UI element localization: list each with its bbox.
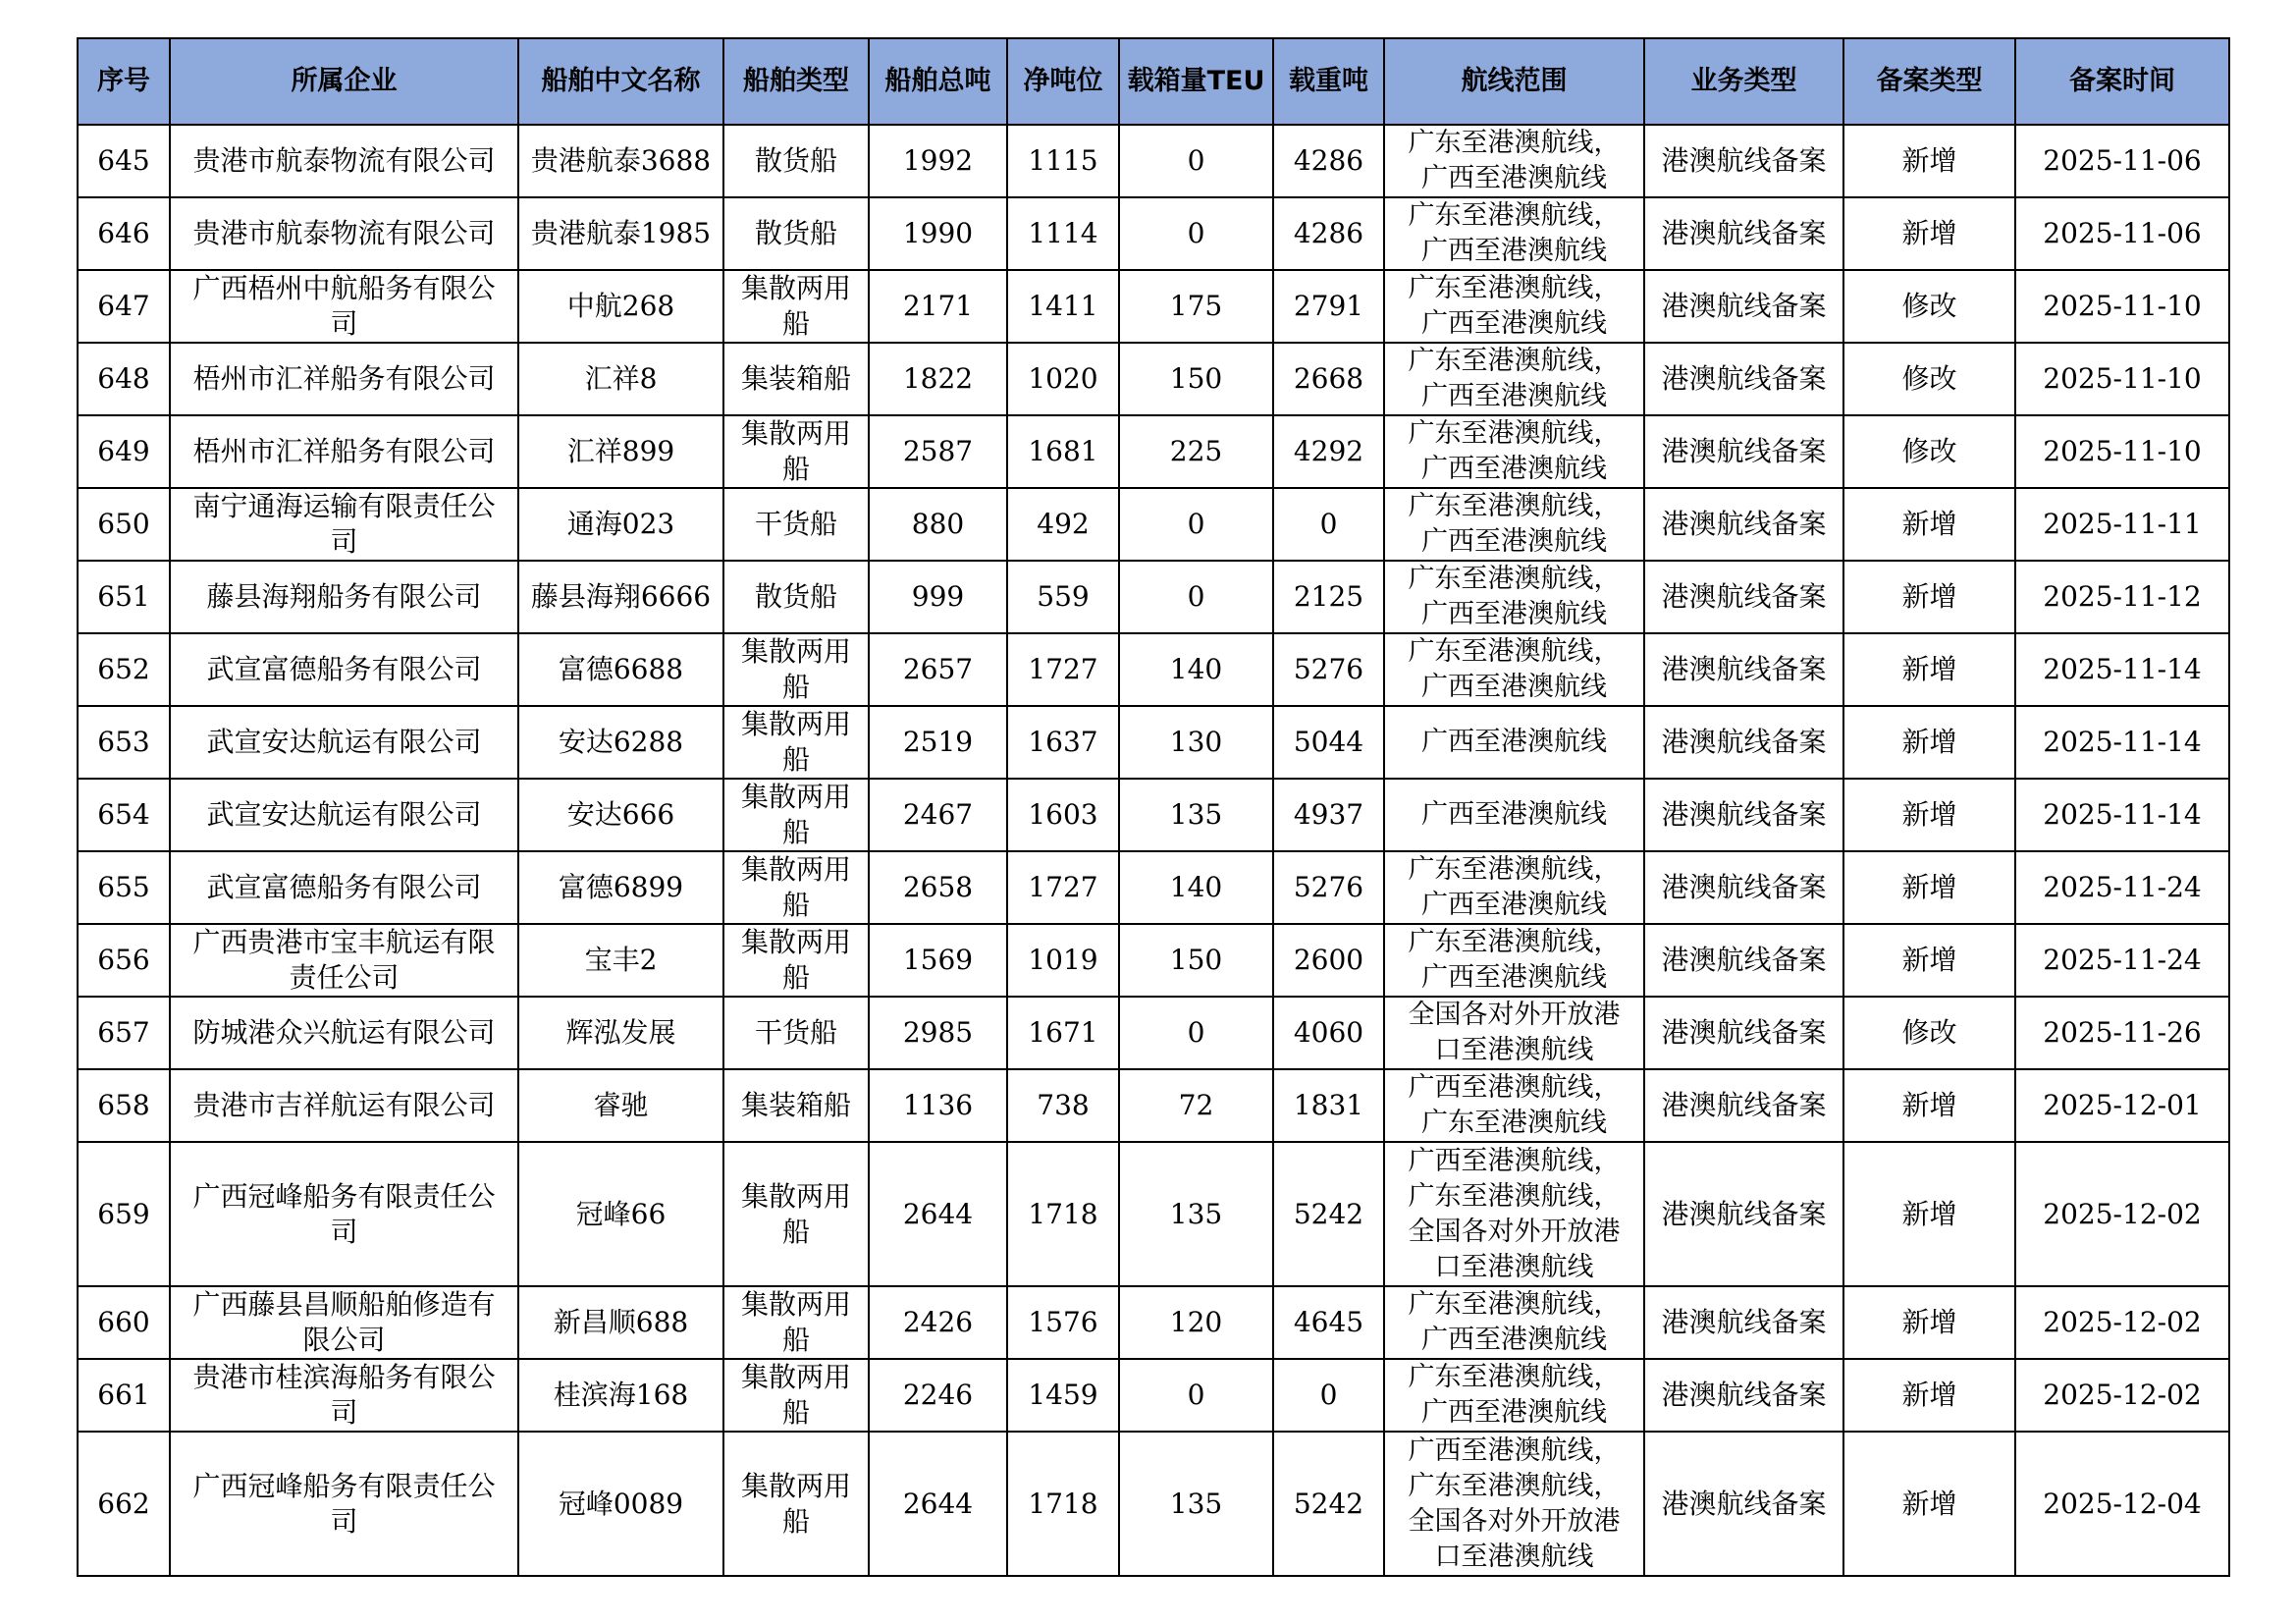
cell-company: 广西冠峰船务有限责任公 司 <box>170 1432 518 1576</box>
cell-dwt: 5276 <box>1273 851 1384 924</box>
cell-filing-date: 2025-11-10 <box>2015 343 2229 415</box>
cell-company: 藤县海翔船务有限公司 <box>170 561 518 633</box>
cell-filing-date: 2025-12-02 <box>2015 1142 2229 1286</box>
cell-business-type: 港澳航线备案 <box>1644 488 1843 561</box>
header-route: 航线范围 <box>1384 38 1644 125</box>
cell-net-tonnage: 1727 <box>1007 633 1119 706</box>
cell-route: 广西至港澳航线， 广东至港澳航线， 全国各对外开放港 口至港澳航线 <box>1384 1432 1644 1576</box>
cell-gross-tonnage: 2657 <box>869 633 1007 706</box>
cell-net-tonnage: 1115 <box>1007 125 1119 197</box>
cell-gross-tonnage: 2246 <box>869 1359 1007 1432</box>
cell-company: 武宣安达航运有限公司 <box>170 779 518 851</box>
cell-company: 广西藤县昌顺船舶修造有 限公司 <box>170 1286 518 1359</box>
cell-route: 广东至港澳航线， 广西至港澳航线 <box>1384 343 1644 415</box>
cell-filing-type: 新增 <box>1843 197 2015 270</box>
cell-route: 广东至港澳航线， 广西至港澳航线 <box>1384 851 1644 924</box>
cell-ship-type: 散货船 <box>723 561 869 633</box>
cell-teu: 0 <box>1119 997 1273 1069</box>
table-row <box>78 125 2229 197</box>
cell-filing-date: 2025-11-24 <box>2015 924 2229 997</box>
table-row <box>78 1142 2229 1286</box>
cell-gross-tonnage: 2985 <box>869 997 1007 1069</box>
cell-no: 661 <box>78 1359 170 1432</box>
cell-business-type: 港澳航线备案 <box>1644 270 1843 343</box>
cell-company: 梧州市汇祥船务有限公司 <box>170 343 518 415</box>
cell-net-tonnage: 1671 <box>1007 997 1119 1069</box>
cell-ship-type: 干货船 <box>723 488 869 561</box>
cell-route: 广西至港澳航线 <box>1384 706 1644 779</box>
cell-business-type: 港澳航线备案 <box>1644 1142 1843 1286</box>
cell-no: 653 <box>78 706 170 779</box>
cell-filing-type: 修改 <box>1843 997 2015 1069</box>
cell-teu: 150 <box>1119 343 1273 415</box>
cell-net-tonnage: 1114 <box>1007 197 1119 270</box>
cell-ship-name: 冠峰0089 <box>518 1432 723 1576</box>
cell-dwt: 4060 <box>1273 997 1384 1069</box>
cell-company: 南宁通海运输有限责任公 司 <box>170 488 518 561</box>
cell-filing-type: 新增 <box>1843 1286 2015 1359</box>
table-row <box>78 997 2229 1069</box>
ship-filing-table <box>77 37 2230 1577</box>
table-row <box>78 633 2229 706</box>
cell-route: 广东至港澳航线， 广西至港澳航线 <box>1384 633 1644 706</box>
cell-net-tonnage: 1718 <box>1007 1432 1119 1576</box>
cell-ship-type: 集散两用 船 <box>723 1432 869 1576</box>
cell-company: 贵港市航泰物流有限公司 <box>170 197 518 270</box>
cell-business-type: 港澳航线备案 <box>1644 343 1843 415</box>
cell-net-tonnage: 492 <box>1007 488 1119 561</box>
cell-business-type: 港澳航线备案 <box>1644 851 1843 924</box>
cell-filing-date: 2025-11-24 <box>2015 851 2229 924</box>
cell-net-tonnage: 1637 <box>1007 706 1119 779</box>
cell-ship-name: 桂滨海168 <box>518 1359 723 1432</box>
cell-business-type: 港澳航线备案 <box>1644 1432 1843 1576</box>
cell-gross-tonnage: 2426 <box>869 1286 1007 1359</box>
cell-company: 广西梧州中航船务有限公 司 <box>170 270 518 343</box>
cell-net-tonnage: 1603 <box>1007 779 1119 851</box>
cell-ship-name: 富德6688 <box>518 633 723 706</box>
cell-ship-type: 集散两用 船 <box>723 924 869 997</box>
cell-net-tonnage: 1020 <box>1007 343 1119 415</box>
cell-filing-type: 新增 <box>1843 851 2015 924</box>
cell-ship-type: 集散两用 船 <box>723 1359 869 1432</box>
table-row <box>78 1359 2229 1432</box>
cell-ship-name: 安达6288 <box>518 706 723 779</box>
cell-gross-tonnage: 2171 <box>869 270 1007 343</box>
cell-route: 广东至港澳航线， 广西至港澳航线 <box>1384 125 1644 197</box>
cell-company: 武宣安达航运有限公司 <box>170 706 518 779</box>
cell-company: 广西冠峰船务有限责任公 司 <box>170 1142 518 1286</box>
cell-ship-name: 贵港航泰1985 <box>518 197 723 270</box>
cell-route: 广东至港澳航线， 广西至港澳航线 <box>1384 561 1644 633</box>
cell-filing-date: 2025-11-10 <box>2015 270 2229 343</box>
cell-filing-type: 新增 <box>1843 1069 2015 1142</box>
cell-ship-name: 通海023 <box>518 488 723 561</box>
cell-no: 651 <box>78 561 170 633</box>
cell-dwt: 5044 <box>1273 706 1384 779</box>
cell-route: 全国各对外开放港 口至港澳航线 <box>1384 997 1644 1069</box>
table-row <box>78 270 2229 343</box>
header-ship-name: 船舶中文名称 <box>518 38 723 125</box>
cell-business-type: 港澳航线备案 <box>1644 1286 1843 1359</box>
cell-ship-name: 新昌顺688 <box>518 1286 723 1359</box>
cell-teu: 72 <box>1119 1069 1273 1142</box>
cell-business-type: 港澳航线备案 <box>1644 633 1843 706</box>
cell-teu: 140 <box>1119 633 1273 706</box>
cell-route: 广西至港澳航线， 广东至港澳航线， 全国各对外开放港 口至港澳航线 <box>1384 1142 1644 1286</box>
cell-company: 贵港市吉祥航运有限公司 <box>170 1069 518 1142</box>
header-gross-tonnage: 船舶总吨 <box>869 38 1007 125</box>
table-row <box>78 415 2229 488</box>
cell-gross-tonnage: 1822 <box>869 343 1007 415</box>
cell-filing-type: 新增 <box>1843 1432 2015 1576</box>
cell-ship-type: 集散两用 船 <box>723 706 869 779</box>
cell-business-type: 港澳航线备案 <box>1644 924 1843 997</box>
cell-teu: 0 <box>1119 125 1273 197</box>
cell-filing-type: 新增 <box>1843 779 2015 851</box>
cell-net-tonnage: 1019 <box>1007 924 1119 997</box>
cell-dwt: 0 <box>1273 488 1384 561</box>
cell-gross-tonnage: 1136 <box>869 1069 1007 1142</box>
table-row <box>78 779 2229 851</box>
cell-ship-name: 贵港航泰3688 <box>518 125 723 197</box>
cell-no: 654 <box>78 779 170 851</box>
cell-dwt: 5276 <box>1273 633 1384 706</box>
cell-net-tonnage: 559 <box>1007 561 1119 633</box>
cell-no: 650 <box>78 488 170 561</box>
cell-ship-type: 散货船 <box>723 197 869 270</box>
cell-business-type: 港澳航线备案 <box>1644 1359 1843 1432</box>
cell-route: 广西至港澳航线， 广东至港澳航线 <box>1384 1069 1644 1142</box>
cell-teu: 135 <box>1119 1432 1273 1576</box>
cell-no: 657 <box>78 997 170 1069</box>
cell-dwt: 1831 <box>1273 1069 1384 1142</box>
cell-company: 贵港市航泰物流有限公司 <box>170 125 518 197</box>
cell-ship-type: 集散两用 船 <box>723 1286 869 1359</box>
cell-ship-type: 集散两用 船 <box>723 633 869 706</box>
cell-filing-date: 2025-12-01 <box>2015 1069 2229 1142</box>
cell-filing-date: 2025-11-06 <box>2015 125 2229 197</box>
cell-route: 广东至港澳航线， 广西至港澳航线 <box>1384 270 1644 343</box>
cell-route: 广东至港澳航线， 广西至港澳航线 <box>1384 1359 1644 1432</box>
cell-route: 广西至港澳航线 <box>1384 779 1644 851</box>
header-no: 序号 <box>78 38 170 125</box>
cell-filing-date: 2025-11-14 <box>2015 706 2229 779</box>
cell-filing-type: 新增 <box>1843 561 2015 633</box>
cell-dwt: 2600 <box>1273 924 1384 997</box>
cell-dwt: 0 <box>1273 1359 1384 1432</box>
cell-ship-type: 集装箱船 <box>723 343 869 415</box>
cell-filing-date: 2025-11-14 <box>2015 779 2229 851</box>
cell-filing-date: 2025-11-14 <box>2015 633 2229 706</box>
cell-filing-date: 2025-11-11 <box>2015 488 2229 561</box>
cell-filing-type: 修改 <box>1843 415 2015 488</box>
cell-business-type: 港澳航线备案 <box>1644 415 1843 488</box>
cell-teu: 0 <box>1119 561 1273 633</box>
cell-gross-tonnage: 1569 <box>869 924 1007 997</box>
cell-teu: 135 <box>1119 1142 1273 1286</box>
cell-business-type: 港澳航线备案 <box>1644 125 1843 197</box>
cell-business-type: 港澳航线备案 <box>1644 561 1843 633</box>
cell-teu: 120 <box>1119 1286 1273 1359</box>
cell-business-type: 港澳航线备案 <box>1644 1069 1843 1142</box>
cell-dwt: 2668 <box>1273 343 1384 415</box>
cell-company: 贵港市桂滨海船务有限公 司 <box>170 1359 518 1432</box>
cell-teu: 0 <box>1119 197 1273 270</box>
header-company: 所属企业 <box>170 38 518 125</box>
cell-ship-type: 集散两用 船 <box>723 851 869 924</box>
cell-no: 652 <box>78 633 170 706</box>
cell-teu: 0 <box>1119 1359 1273 1432</box>
cell-ship-type: 集散两用 船 <box>723 270 869 343</box>
cell-filing-type: 新增 <box>1843 1142 2015 1286</box>
cell-filing-date: 2025-11-10 <box>2015 415 2229 488</box>
cell-no: 645 <box>78 125 170 197</box>
cell-gross-tonnage: 880 <box>869 488 1007 561</box>
cell-filing-date: 2025-11-06 <box>2015 197 2229 270</box>
table-row <box>78 488 2229 561</box>
cell-ship-name: 睿驰 <box>518 1069 723 1142</box>
cell-company: 武宣富德船务有限公司 <box>170 633 518 706</box>
cell-dwt: 4286 <box>1273 197 1384 270</box>
cell-dwt: 4937 <box>1273 779 1384 851</box>
cell-dwt: 2791 <box>1273 270 1384 343</box>
cell-business-type: 港澳航线备案 <box>1644 706 1843 779</box>
cell-gross-tonnage: 1990 <box>869 197 1007 270</box>
header-dwt: 载重吨 <box>1273 38 1384 125</box>
cell-ship-name: 宝丰2 <box>518 924 723 997</box>
cell-teu: 225 <box>1119 415 1273 488</box>
cell-net-tonnage: 1411 <box>1007 270 1119 343</box>
cell-filing-type: 新增 <box>1843 125 2015 197</box>
cell-teu: 140 <box>1119 851 1273 924</box>
table-row <box>78 343 2229 415</box>
cell-no: 655 <box>78 851 170 924</box>
cell-gross-tonnage: 2467 <box>869 779 1007 851</box>
cell-business-type: 港澳航线备案 <box>1644 997 1843 1069</box>
cell-gross-tonnage: 2519 <box>869 706 1007 779</box>
table-row <box>78 924 2229 997</box>
cell-dwt: 5242 <box>1273 1142 1384 1286</box>
cell-ship-type: 集装箱船 <box>723 1069 869 1142</box>
table-row <box>78 851 2229 924</box>
cell-ship-name: 安达666 <box>518 779 723 851</box>
cell-business-type: 港澳航线备案 <box>1644 779 1843 851</box>
cell-net-tonnage: 1681 <box>1007 415 1119 488</box>
table-row <box>78 1286 2229 1359</box>
cell-ship-name: 汇祥899 <box>518 415 723 488</box>
cell-ship-type: 集散两用 船 <box>723 415 869 488</box>
cell-gross-tonnage: 2644 <box>869 1142 1007 1286</box>
cell-gross-tonnage: 2658 <box>869 851 1007 924</box>
cell-no: 662 <box>78 1432 170 1576</box>
table-row <box>78 197 2229 270</box>
table-row <box>78 1432 2229 1576</box>
cell-ship-name: 藤县海翔6666 <box>518 561 723 633</box>
cell-net-tonnage: 1727 <box>1007 851 1119 924</box>
cell-net-tonnage: 738 <box>1007 1069 1119 1142</box>
cell-filing-type: 修改 <box>1843 343 2015 415</box>
header-filing-date: 备案时间 <box>2015 38 2229 125</box>
table-row <box>78 1069 2229 1142</box>
cell-teu: 135 <box>1119 779 1273 851</box>
cell-teu: 0 <box>1119 488 1273 561</box>
cell-route: 广东至港澳航线， 广西至港澳航线 <box>1384 1286 1644 1359</box>
cell-filing-type: 新增 <box>1843 633 2015 706</box>
cell-teu: 175 <box>1119 270 1273 343</box>
cell-no: 656 <box>78 924 170 997</box>
cell-gross-tonnage: 999 <box>869 561 1007 633</box>
cell-no: 646 <box>78 197 170 270</box>
cell-no: 660 <box>78 1286 170 1359</box>
cell-filing-type: 修改 <box>1843 270 2015 343</box>
header-ship-type: 船舶类型 <box>723 38 869 125</box>
cell-no: 659 <box>78 1142 170 1286</box>
cell-gross-tonnage: 2587 <box>869 415 1007 488</box>
cell-no: 658 <box>78 1069 170 1142</box>
cell-company: 广西贵港市宝丰航运有限 责任公司 <box>170 924 518 997</box>
cell-filing-date: 2025-11-12 <box>2015 561 2229 633</box>
cell-filing-date: 2025-12-04 <box>2015 1432 2229 1576</box>
cell-ship-type: 集散两用 船 <box>723 779 869 851</box>
header-row <box>78 38 2229 125</box>
cell-ship-type: 集散两用 船 <box>723 1142 869 1286</box>
cell-filing-date: 2025-12-02 <box>2015 1286 2229 1359</box>
cell-ship-name: 辉泓发展 <box>518 997 723 1069</box>
header-business-type: 业务类型 <box>1644 38 1843 125</box>
cell-teu: 130 <box>1119 706 1273 779</box>
cell-gross-tonnage: 2644 <box>869 1432 1007 1576</box>
cell-filing-type: 新增 <box>1843 924 2015 997</box>
cell-company: 防城港众兴航运有限公司 <box>170 997 518 1069</box>
cell-dwt: 5242 <box>1273 1432 1384 1576</box>
cell-dwt: 4645 <box>1273 1286 1384 1359</box>
cell-filing-date: 2025-12-02 <box>2015 1359 2229 1432</box>
cell-filing-date: 2025-11-26 <box>2015 997 2229 1069</box>
cell-filing-type: 新增 <box>1843 488 2015 561</box>
cell-ship-name: 冠峰66 <box>518 1142 723 1286</box>
cell-ship-type: 散货船 <box>723 125 869 197</box>
cell-no: 647 <box>78 270 170 343</box>
cell-filing-type: 新增 <box>1843 1359 2015 1432</box>
cell-ship-name: 中航268 <box>518 270 723 343</box>
cell-no: 649 <box>78 415 170 488</box>
cell-route: 广东至港澳航线， 广西至港澳航线 <box>1384 197 1644 270</box>
cell-dwt: 4286 <box>1273 125 1384 197</box>
cell-filing-type: 新增 <box>1843 706 2015 779</box>
cell-net-tonnage: 1459 <box>1007 1359 1119 1432</box>
cell-gross-tonnage: 1992 <box>869 125 1007 197</box>
table-row <box>78 706 2229 779</box>
cell-ship-type: 干货船 <box>723 997 869 1069</box>
header-teu: 载箱量TEU <box>1119 38 1273 125</box>
header-net-tonnage: 净吨位 <box>1007 38 1119 125</box>
cell-ship-name: 富德6899 <box>518 851 723 924</box>
cell-business-type: 港澳航线备案 <box>1644 197 1843 270</box>
cell-net-tonnage: 1576 <box>1007 1286 1119 1359</box>
cell-teu: 150 <box>1119 924 1273 997</box>
table-row <box>78 561 2229 633</box>
cell-dwt: 4292 <box>1273 415 1384 488</box>
cell-ship-name: 汇祥8 <box>518 343 723 415</box>
cell-route: 广东至港澳航线， 广西至港澳航线 <box>1384 488 1644 561</box>
cell-company: 武宣富德船务有限公司 <box>170 851 518 924</box>
cell-route: 广东至港澳航线， 广西至港澳航线 <box>1384 924 1644 997</box>
cell-no: 648 <box>78 343 170 415</box>
header-filing-type: 备案类型 <box>1843 38 2015 125</box>
cell-company: 梧州市汇祥船务有限公司 <box>170 415 518 488</box>
cell-route: 广东至港澳航线， 广西至港澳航线 <box>1384 415 1644 488</box>
cell-dwt: 2125 <box>1273 561 1384 633</box>
cell-net-tonnage: 1718 <box>1007 1142 1119 1286</box>
